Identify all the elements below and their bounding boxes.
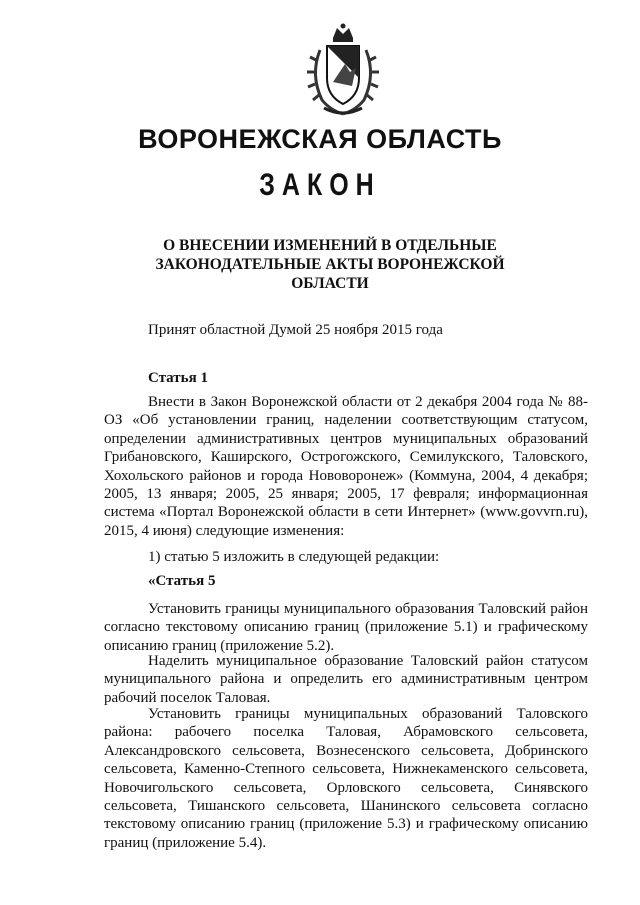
article-5-paragraph-2: Наделить муниципальное образование Таловский район статусом муниципального района и определить его административным центром рабочий поселок Таловая. [104,653,588,706]
article-5-paragraph-3: Установить границы муниципальных образований Таловского района: рабочего поселка Таловая, Абрамовского сельсовета, Александровского сельсовета, Вознесенского сельсовета, Добринского сельсовета, Каменно-Степного сельсовета, Нижнекаменского сельсовета, Новочигольского сельсовета, Орловского сельсовета, Синявского сельсовета, Тишанского сельсовета, Шанинского сельсовета согласно текстовому описанию границ (приложение 5.3) и графическому описанию границ (приложение 5.4). [104,706,588,851]
article-1-heading: Статья 1 [148,370,208,386]
adoption-date-line: Принят областной Думой 25 ноября 2015 года [148,322,443,338]
law-heading: ЗАКОН [259,167,381,203]
voronezh-coat-of-arms-icon [300,20,386,120]
article-1-intro-paragraph: Внести в Закон Воронежской области от 2 декабря 2004 года № 88-ОЗ «Об установлении границ, наделении соответствующим статусом, определении административных центров муниципальных образований Грибановского, Каширского, Острогожского, Семилукского, Таловского, Хохольского районов и города Нововоронеж» (Коммуна, 2004, 4 декабря; 2005, 13 января; 2005, 25 января; 2005, 17 февраля; информационная система «Портал Воронежской области в сети Интернет» (www.govvrn.ru), 2015, 4 июня) следующие изменения: [104,394,588,539]
amendment-item-1: 1) статью 5 изложить в следующей редакции: [148,549,440,565]
region-title: ВОРОНЕЖСКАЯ ОБЛАСТЬ [138,124,502,154]
article-5-heading: «Статья 5 [148,573,216,589]
article-5-paragraph-1: Установить границы муниципального образования Таловский район согласно текстовому описанию границ (приложение 5.1) и графическому описанию границ (приложение 5.2). [104,601,588,654]
law-title: О ВНЕСЕНИИ ИЗМЕНЕНИЙ В ОТДЕЛЬНЫЕ ЗАКОНОДАТЕЛЬНЫЕ АКТЫ ВОРОНЕЖСКОЙ ОБЛАСТИ [155,237,505,292]
